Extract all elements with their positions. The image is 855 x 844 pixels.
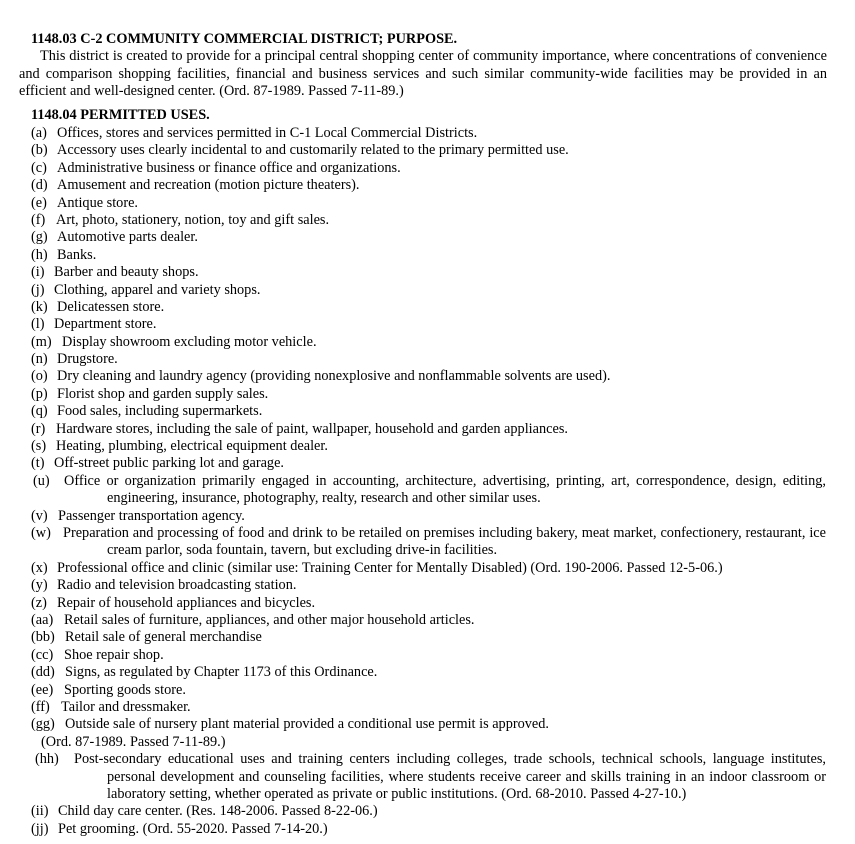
- list-item: [0, 595, 855, 612]
- item-text: Outside sale of nursery plant material provided a conditional use permit is approved.: [65, 716, 549, 733]
- item-text: Amusement and recreation (motion picture theaters).: [57, 177, 360, 194]
- list-item: [0, 403, 855, 420]
- item-label: (v): [31, 507, 48, 524]
- item-text: Automotive parts dealer.: [57, 229, 198, 246]
- item-label: (o): [31, 368, 48, 385]
- list-item: [0, 455, 855, 472]
- item-label: (aa): [31, 611, 54, 628]
- list-item: [0, 160, 855, 177]
- item-text: Department store.: [54, 316, 157, 333]
- item-text: Display showroom excluding motor vehicle.: [62, 333, 317, 350]
- list-item: [0, 821, 855, 838]
- item-text: Tailor and dressmaker.: [61, 698, 191, 715]
- list-item: [0, 438, 855, 455]
- item-label: (n): [31, 351, 48, 368]
- item-label: (f): [31, 211, 46, 228]
- item-label: (r): [31, 420, 46, 437]
- item-text: Offices, stores and services permitted in C-1 Local Commercial Districts.: [57, 125, 478, 141]
- item-label: (cc): [31, 646, 54, 663]
- list-item: [0, 525, 855, 560]
- item-text: Heating, plumbing, electrical equipment dealer.: [56, 438, 328, 455]
- list-item: [0, 212, 855, 229]
- item-text: Barber and beauty shops.: [54, 264, 199, 281]
- item-label: (ee): [31, 681, 54, 698]
- list-item: [0, 282, 855, 299]
- item-label: (m): [31, 333, 52, 350]
- item-text: Child day care center. (Res. 148-2006. Passed 8-22-06.): [58, 803, 378, 820]
- item-label: (a): [31, 125, 47, 141]
- item-text: Banks.: [57, 246, 97, 263]
- item-label: (g): [31, 229, 48, 246]
- item-text: Office or organization primarily engaged in accounting, architecture, advertising, printing, art, correspondence, design, editing, engineering, insurance, photography, realty, research and other similar uses.: [64, 472, 826, 507]
- item-text: Antique store.: [57, 194, 138, 211]
- item-text: Delicatessen store.: [57, 298, 165, 315]
- item-label: (t): [31, 455, 45, 472]
- list-item: [0, 699, 855, 716]
- item-text: Hardware stores, including the sale of paint, wallpaper, household and garden appliances.: [56, 420, 568, 437]
- item-text: Professional office and clinic (similar use: Training Center for Mentally Disabled) (Ord. 190-2006. Passed 12-5-06.): [57, 559, 723, 576]
- list-item: [0, 247, 855, 264]
- list-item: [0, 125, 855, 142]
- list-item: [0, 629, 855, 646]
- list-item: [0, 351, 855, 368]
- item-label: (z): [31, 594, 47, 611]
- item-text: Retail sales of furniture, appliances, and other major household articles.: [64, 611, 475, 628]
- list-item: [0, 803, 855, 820]
- list-item: [0, 560, 855, 577]
- item-label: (b): [31, 142, 48, 159]
- list-item: [0, 716, 855, 733]
- item-label: (gg): [31, 716, 55, 733]
- item-text: Passenger transportation agency.: [58, 507, 245, 524]
- list-item: [0, 142, 855, 159]
- item-label: (e): [31, 194, 47, 211]
- item-label: (dd): [31, 664, 55, 681]
- item-text: Off-street public parking lot and garage.: [54, 455, 284, 472]
- item-label: (i): [31, 264, 45, 281]
- item-label: (j): [31, 281, 45, 298]
- item-label: (h): [31, 246, 48, 263]
- item-text: Pet grooming. (Ord. 55-2020. Passed 7-14-20.): [58, 820, 328, 837]
- item-text: Florist shop and garden supply sales.: [57, 385, 269, 402]
- item-text: Shoe repair shop.: [64, 646, 164, 663]
- item-label: (jj): [31, 820, 49, 837]
- list-item-citation: [0, 734, 855, 751]
- list-item: [0, 229, 855, 246]
- item-text: Radio and television broadcasting station.: [57, 577, 297, 594]
- list-item: [0, 386, 855, 403]
- list-item: [0, 751, 855, 803]
- item-text: Repair of household appliances and bicycles.: [57, 594, 316, 611]
- list-item: [0, 473, 855, 508]
- section-heading-1148-04: 1148.04 PERMITTED USES.: [31, 107, 210, 123]
- list-item: [0, 577, 855, 594]
- item-text: Art, photo, stationery, notion, toy and gift sales.: [56, 211, 330, 228]
- list-item: [0, 264, 855, 281]
- list-item: [0, 195, 855, 212]
- list-item: [0, 664, 855, 681]
- item-text: Preparation and processing of food and drink to be retailed on premises including bakery, meat market, confectionery, restaurant, ice cream parlor, soda fountain, tavern, but excluding drive-in facilities.: [63, 525, 826, 559]
- item-text: (Ord. 87-1989. Passed 7-11-89.): [41, 733, 226, 750]
- item-text: Dry cleaning and laundry agency (providing nonexplosive and nonflammable solvents are used).: [57, 368, 611, 385]
- item-text: Accessory uses clearly incidental to and customarily related to the primary permitted use.: [57, 142, 569, 159]
- item-text: Administrative business or finance office and organizations.: [57, 159, 401, 176]
- item-text: Drugstore.: [57, 351, 118, 368]
- item-label: (y): [31, 577, 48, 594]
- item-label: (x): [31, 559, 48, 576]
- section-heading-1148-03: 1148.03 C-2 COMMUNITY COMMERCIAL DISTRICT; PURPOSE.: [31, 31, 458, 47]
- item-text: Post-secondary educational uses and training centers including colleges, trade schools, technical schools, language institutes, personal development and counseling facilities, where students receive career and skills training in an indoor classroom or laboratory setting, whether operated as private or public institutions. (Ord. 68-2010. Passed 4-27-10.): [74, 751, 826, 802]
- item-label: (ff): [31, 698, 50, 715]
- list-item: [0, 647, 855, 664]
- item-text: Signs, as regulated by Chapter 1173 of this Ordinance.: [65, 664, 378, 681]
- list-item: [0, 682, 855, 699]
- item-text: Food sales, including supermarkets.: [57, 403, 263, 420]
- list-item: [0, 177, 855, 194]
- list-item: [0, 299, 855, 316]
- item-text: Sporting goods store.: [64, 681, 186, 698]
- item-text: Retail sale of general merchandise: [65, 629, 262, 646]
- item-label: (c): [31, 159, 47, 176]
- permitted-uses-list: [0, 125, 855, 838]
- item-label: (p): [31, 385, 48, 402]
- list-item: [0, 316, 855, 333]
- item-label: (s): [31, 438, 47, 455]
- item-label: (hh): [35, 751, 59, 768]
- section-purpose-paragraph: This district is created to provide for a principal central shopping center of community importance, where concentrations of convenience and comparison shopping facilities, financial and business services and such similar community-wide facilities may be provided in an efficient and well-designed center. (Ord. 87-1989. Passed 7-11-89.): [19, 48, 827, 99]
- list-item: [0, 508, 855, 525]
- list-item: [0, 368, 855, 385]
- item-label: (ii): [31, 803, 49, 820]
- item-label: (k): [31, 298, 48, 315]
- item-label: (w): [31, 525, 51, 541]
- item-label: (bb): [31, 629, 55, 646]
- item-text: Clothing, apparel and variety shops.: [54, 281, 261, 298]
- item-label: (q): [31, 403, 48, 420]
- item-label: (l): [31, 316, 45, 333]
- item-label: (d): [31, 177, 48, 194]
- item-label: (u): [33, 472, 50, 489]
- list-item: [0, 612, 855, 629]
- list-item: [0, 421, 855, 438]
- list-item: [0, 334, 855, 351]
